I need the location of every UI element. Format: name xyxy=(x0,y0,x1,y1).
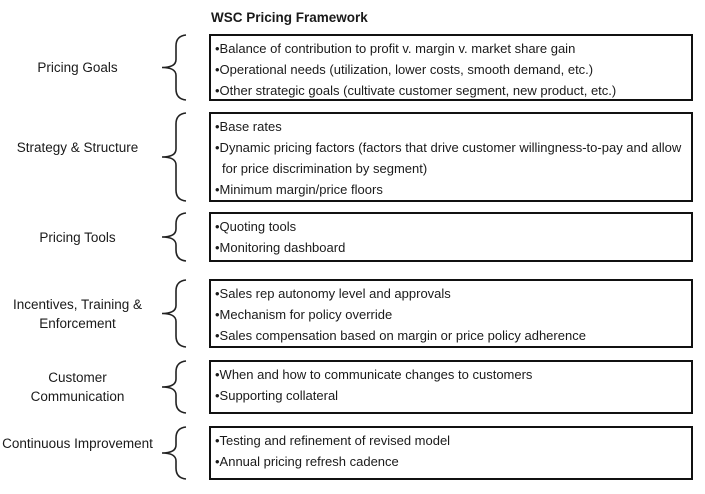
bullet-item: •Base rates xyxy=(215,119,282,134)
bullet-item: •When and how to communicate changes to customers xyxy=(215,367,533,382)
incentives-training-box xyxy=(209,279,693,348)
bullet-item: •Annual pricing refresh cadence xyxy=(215,454,399,469)
strategy-structure-label: Strategy & Structure xyxy=(16,140,139,155)
bullet-item: •Supporting collateral xyxy=(215,388,339,403)
pricing-tools-box xyxy=(209,212,693,262)
strategy-structure-box xyxy=(209,112,693,202)
curly-brace-icon xyxy=(158,34,188,101)
pricing-tools-label: Pricing Tools xyxy=(39,229,116,245)
curly-brace-icon xyxy=(158,212,188,262)
bullet-item: •Sales compensation based on margin or price policy adherence xyxy=(215,328,586,343)
bullet-item: •Quoting tools xyxy=(215,219,297,234)
bullet-item: •Dynamic pricing factors (factors that drive customer willingness-to-pay and allow for price discrimination by segment) xyxy=(215,140,682,176)
curly-brace-icon xyxy=(158,279,188,348)
bullet-item: •Other strategic goals (cultivate customer segment, new product, etc.) xyxy=(215,83,617,98)
bullet-item: •Monitoring dashboard xyxy=(215,240,346,255)
incentives-training-label: Incentives, Training & Enforcement xyxy=(12,296,143,331)
bullet-item: •Balance of contribution to profit v. margin v. market share gain xyxy=(215,41,576,56)
curly-brace-icon xyxy=(158,112,188,202)
customer-communication-box xyxy=(209,360,693,414)
bullet-item: •Testing and refinement of revised model xyxy=(215,433,451,448)
pricing-goals-box xyxy=(209,34,693,101)
diagram-title: WSC Pricing Framework xyxy=(211,10,368,25)
curly-brace-icon xyxy=(158,360,188,414)
bullet-item: •Minimum margin/price floors xyxy=(215,182,383,197)
pricing-goals-label: Pricing Goals xyxy=(37,60,118,75)
customer-communication-label: Customer Communication xyxy=(30,370,125,404)
bullet-item: •Mechanism for policy override xyxy=(215,307,393,322)
bullet-item: •Operational needs (utilization, lower costs, smooth demand, etc.) xyxy=(215,62,594,77)
curly-brace-icon xyxy=(158,426,188,480)
continuous-improvement-label: Continuous Improvement xyxy=(2,436,153,451)
continuous-improvement-box xyxy=(209,426,693,480)
bullet-item: •Sales rep autonomy level and approvals xyxy=(215,286,451,301)
